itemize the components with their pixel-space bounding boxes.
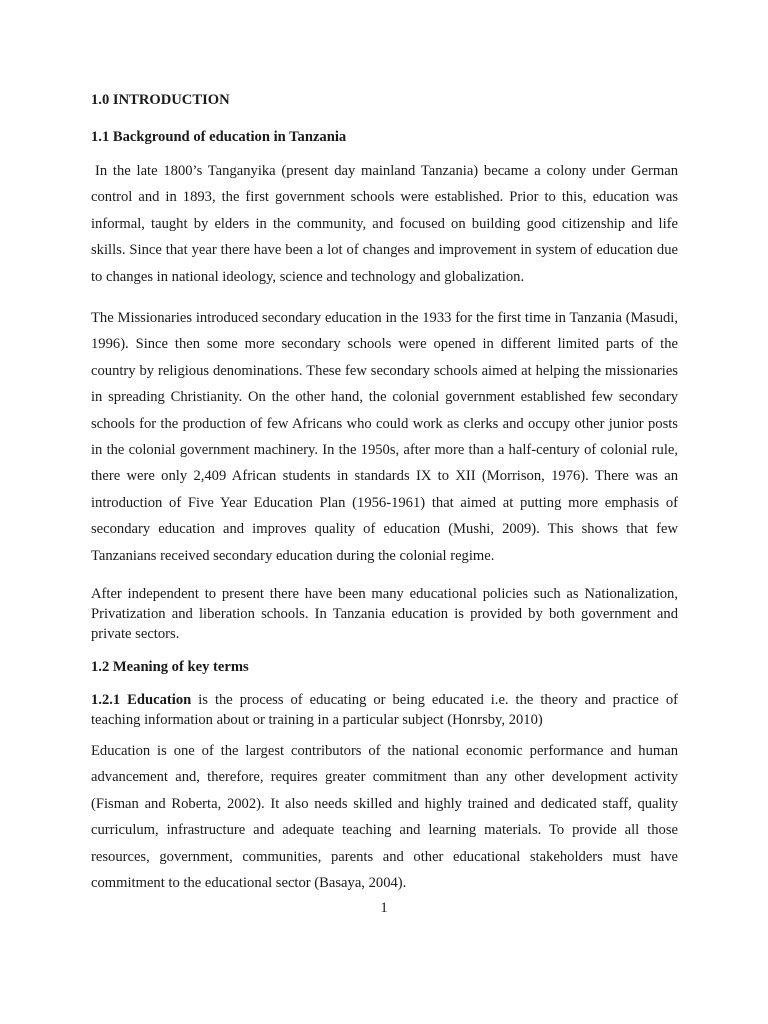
paragraph-background: In the late 1800’s Tanganyika (present day mainland Tanzania) became a colony under German control and in 1893, the first government schools were established. Prior to this, education was informal, taught by elders in the community, and focused on building good citizenship and life skills. Since that year there have been a lot of changes and improvement in system of education due to changes in national ideology, science and technology and globalization. — [91, 163, 678, 285]
page-number: 1 — [380, 900, 388, 916]
paragraph-education-definition — [91, 691, 678, 731]
term-definition-text: is the process of educating or being educated i.e. the theory and practice of teaching information about or training in a particular subject (Honrsby, 2010) — [91, 692, 679, 728]
term-label-education: 1.2.1 Education — [91, 692, 192, 708]
subsection-heading-key-terms: 1.2 Meaning of key terms — [91, 659, 249, 675]
paragraph-missionaries: The Missionaries introduced secondary education in the 1933 for the first time in Tanzania (Masudi, 1996). Since then some more secondary schools were opened in different limited parts of the country by religious denominations. These few secondary schools aimed at helping the missionaries in spreading Christianity. On the other hand, the colonial government established few secondary schools for the production of few Africans who could work as clerks and occupy other junior posts in the colonial government machinery. In the 1950s, after more than a half-century of colonial rule, there were only 2,409 African students in standards IX to XII (Morrison, 1976). There was an introduction of Five Year Education Plan (1956-1961) that aimed at putting more emphasis of secondary education and improves quality of education (Mushi, 2009). This shows that few Tanzanians received secondary education during the colonial regime. — [91, 310, 678, 564]
paragraph-independent: After independent to present there have been many educational policies such as Nationalization, Privatization and liberation schools. In Tanzania education is provided by both government and private sectors. — [91, 586, 678, 642]
subsection-heading-background: 1.1 Background of education in Tanzania — [91, 129, 347, 145]
paragraph-education: Education is one of the largest contributors of the national economic performance and human advancement and, therefore, requires greater commitment than any other development activity (Fisman and Roberta, 2002). It also needs skilled and highly trained and dedicated staff, quality curriculum, infrastructure and adequate teaching and learning materials. To provide all those resources, government, communities, parents and other educational stakeholders must have commitment to the educational sector (Basaya, 2004). — [91, 743, 678, 892]
section-heading-introduction: 1.0 INTRODUCTION — [91, 92, 230, 108]
